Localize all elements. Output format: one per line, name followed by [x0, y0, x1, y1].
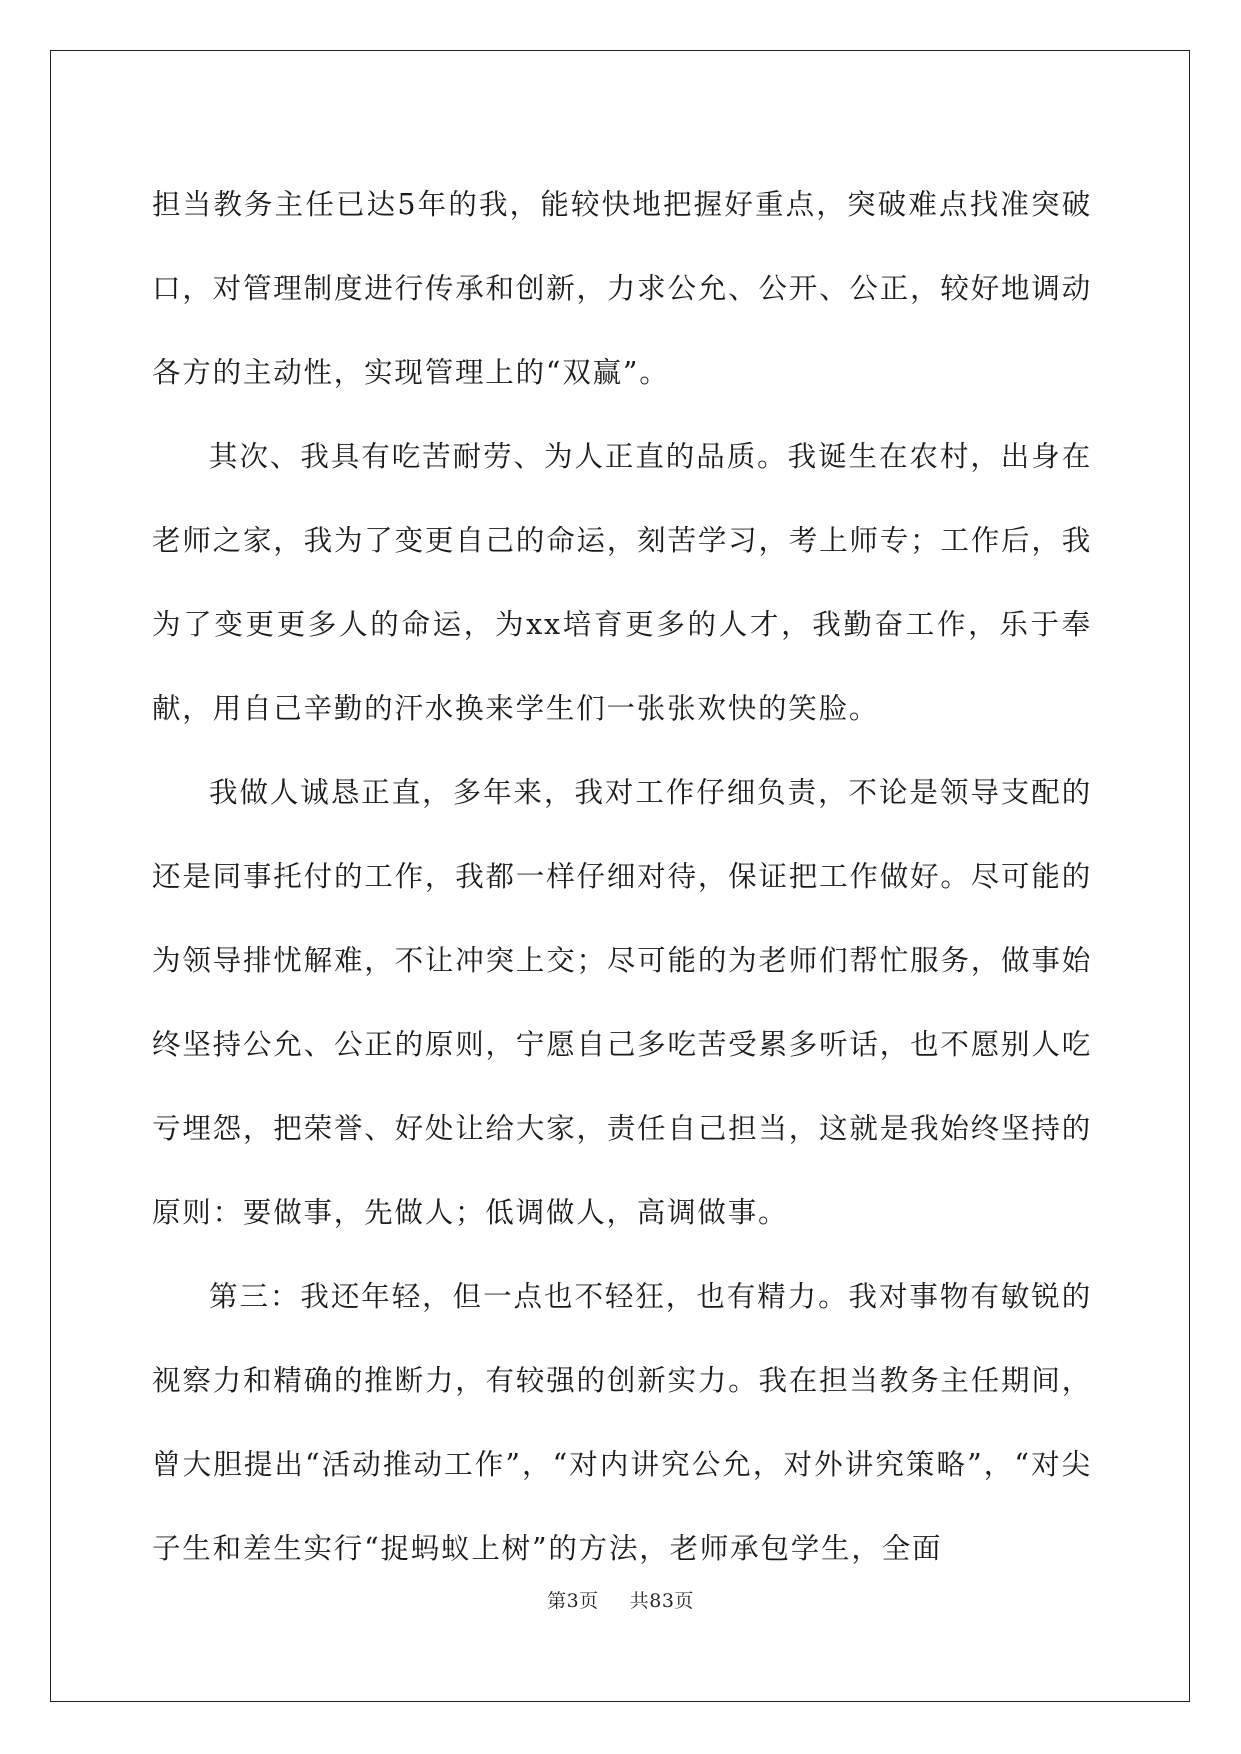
- page-total: 共83页: [629, 1590, 694, 1612]
- page-number: 第3页: [547, 1590, 599, 1612]
- paragraph-4: 第三：我还年轻，但一点也不轻狂，也有精力。我对事物有敏锐的视察力和精确的推断力，有较强的创新实力。我在担当教务主任期间，曾大胆提出“活动推动工作”，“对内讲究公允，对外讲究策略”，“对尖子生和差生实行“捉蚂蚁上树”的方法，老师承包学生，全面: [152, 1280, 1092, 1565]
- paragraph-1: 担当教务主任已达5年的我，能较快地把握好重点，突破难点找准突破口，对管理制度进行传承和创新，力求公允、公开、公正，较好地调动各方的主动性，实现管理上的“双赢”。: [152, 188, 1092, 389]
- paragraph-2: 其次、我具有吃苦耐劳、为人正直的品质。我诞生在农村，出身在老师之家，我为了变更自己的命运，刻苦学习，考上师专；工作后，我为了变更更多人的命运，为xx培育更多的人才，我勤奋工作，乐于奉献，用自己辛勤的汗水换来学生们一张张欢快的笑脸。: [152, 440, 1092, 725]
- page-footer: [0, 1586, 1241, 1613]
- paragraph-3: 我做人诚恳正直，多年来，我对工作仔细负责，不论是领导支配的还是同事托付的工作，我都一样仔细对待，保证把工作做好。尽可能的为领导排忧解难，不让冲突上交；尽可能的为老师们帮忙服务，做事始终坚持公允、公正的原则，宁愿自己多吃苦受累多听话，也不愿别人吃亏埋怨，把荣誉、好处让给大家，责任自己担当，这就是我始终坚持的原则：要做事，先做人；低调做人，高调做事。: [152, 776, 1092, 1229]
- document-body: [152, 163, 1092, 1591]
